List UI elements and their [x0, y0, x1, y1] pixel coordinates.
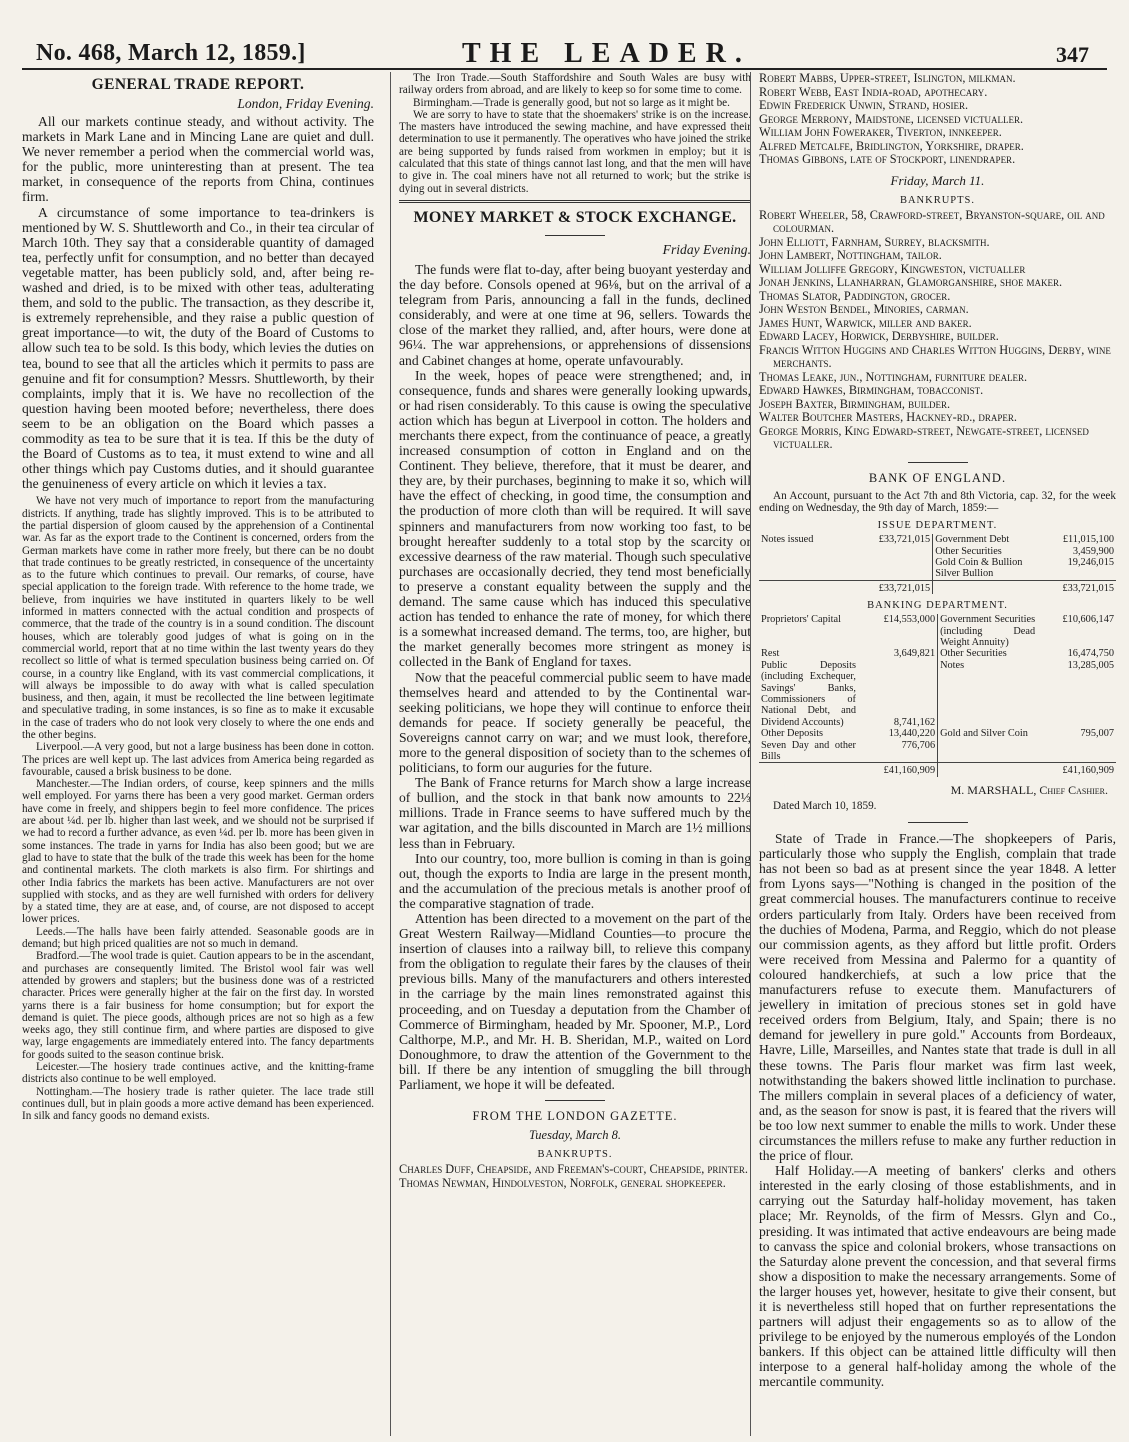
- list-item: Walter Boutcher Masters, Hackney-rd., draper.: [759, 410, 1017, 424]
- cashier-signature: M. MARSHALL, Chief Cashier.: [950, 782, 1108, 797]
- table-cell: Seven Day and other Bills: [761, 739, 856, 762]
- list-item: Jonah Jenkins, Llanharran, Glamorganshire, shoe maker.: [759, 275, 1063, 289]
- banking-department-title: BANKING DEPARTMENT.: [867, 600, 1008, 612]
- table-cell: Silver Bullion: [933, 568, 1047, 580]
- list-item: Robert Mabbs, Upper-street, Islington, milkman.: [759, 72, 1016, 85]
- table-cell: 795,007: [1080, 728, 1114, 740]
- table-row: [759, 534, 1116, 545]
- gazette-friday-date: Friday, March 11.: [890, 172, 985, 188]
- list-item: John Weston Bendel, Minories, carman.: [759, 302, 969, 316]
- article-paragraph: Bradford.—The wool trade is quiet. Caution appears to be in the ascendant, and purchases are consequently limited. The Bristol wool fair was well attended by growers and staplers; but the business done was of a restricted character. Prices were generally higher at the fair on the first day. In worsted yarns there is a fair business for home consumption; but for export the demand is quiet. The piece goods, although prices are not so high as a few weeks ago, they still continue firm, and where parties are disposed to give way, large engagements are immediately entered into. The fancy departments for goods suited to the season continue brisk.: [22, 950, 374, 1061]
- columns: [22, 72, 1116, 1436]
- table-cell: 13,440,220: [888, 728, 936, 740]
- masthead: [22, 0, 1107, 70]
- gazette-title: FROM THE LONDON GAZETTE.: [472, 1109, 678, 1124]
- article-paragraph: Birmingham.—Trade is generally good, but not so large as it might be.: [413, 96, 730, 109]
- list-item: Edwin Frederick Unwin, Strand, hosier.: [759, 98, 969, 112]
- list-item: William John Foweraker, Tiverton, innkeeper.: [759, 125, 1002, 139]
- table-cell: Gold Coin & Bullion: [933, 557, 1047, 568]
- banking-department-table: [759, 614, 1116, 777]
- bank-title: BANK OF ENGLAND.: [868, 470, 1007, 485]
- list-item: Thomas Leake, jun., Nottingham, furniture dealer.: [759, 369, 1028, 384]
- column-2: [390, 72, 751, 1436]
- table-cell: 19,246,015: [1067, 556, 1114, 568]
- list-item: Edward Lacey, Horwick, Derbyshire, builder.: [759, 329, 999, 343]
- article-paragraph: State of Trade in France.—The shopkeepers of Paris, particularly those who supply the English, complain that trade has not been so bad as at present since the year 1848. A letter from Lyons says—"Nothing is changed in the position of the great commercial houses. The manufacturers continue to receive orders particularly from Italy. Orders have been received from the duchies of Modena, Parma, and Reggio, which do not please our commission agents, as they afford but little profit. Orders were received from Messina and Palermo for a quantity of coloured handkerchiefs, at such a low price that the manufacturers refuse to execute them. Manufacturers of jewellery in imitation of precious stones set in gold have received orders from Belgium, Italy, and Spain; there is no demand for jewellery in pure gold." Accounts from Bordeaux, Havre, Lille, Marseilles, and Nantes state that trade is dull in all these towns. The Paris flour market was firm last week, notwithstanding the bakers showed little inclination to purchase. The millers complain in several places of a deficiency of water, and, as the season for snow is past, it is feared that the rivers will be too low next summer to enable the mills to work. Under these circumstances the millers refuse to make any further reduction in the price of flour.: [759, 831, 1116, 1164]
- article-paragraph: Leicester.—The hosiery trade continues active, and the knitting-frame districts also continue to be well employed.: [22, 1061, 374, 1086]
- gazette-bankrupts-label: BANKRUPTS.: [537, 1149, 613, 1161]
- list-item: Thomas Newman, Hindolveston, Norfolk, general shopkeeper.: [399, 1175, 726, 1190]
- table-cell: Public Deposits (including Exchequer, Savings' Banks, Commissioners of National Debt, and Dividend Accounts): [761, 659, 856, 728]
- table-cell: Government Debt: [933, 534, 1047, 545]
- table-row: [759, 648, 1116, 659]
- table-cell: Other Securities: [933, 546, 1047, 557]
- article-paragraph: We are sorry to have to state that the shoemakers' strike is on the increase. The masters have introduced the sewing machine, and have expressed their determination to use it permanently. The operatives who have joined the strike are being supported by funds raised from workmen in employ; but it is calculated that this state of things cannot last long, and that the men will have to give in. The coal miners have not all returned to work; but the strike is dying out in several districts.: [399, 108, 751, 195]
- page-number: 347: [1056, 42, 1089, 67]
- article-paragraph: The Iron Trade.—South Staffordshire and South Wales are busy with railway orders from abroad, and are likely to keep so for some time to come.: [399, 72, 751, 97]
- issue-number: No. 468, March 12, 1859.]: [36, 40, 306, 66]
- article-paragraph: Liverpool.—A very good, but not a large business has been done in cotton. The prices are well kept up. The last advices from America being regarded as favourable, caused a brisk business to be done.: [22, 741, 374, 778]
- table-row: [759, 580, 1116, 594]
- table-row: [759, 614, 1116, 648]
- table-row: [759, 728, 1116, 739]
- gazette-bankrupts-label-2: BANKRUPTS.: [899, 194, 976, 206]
- short-rule: [908, 462, 968, 463]
- table-cell: Notes: [938, 660, 1038, 728]
- article-paragraph: A circumstance of some importance to tea-drinkers is mentioned by W. S. Shuttleworth and Co., in their tea circular of March 10th. They say that a considerable quantity of damaged tea, perfectly unfit for consumption, and no better than decayed vegetable matter, has been publicly sold, and, after being re-washed and dried, is to be mixed with other teas, adulterating them, and sold to the public. The transaction, as they describe it, is extremely reprehensible, and they raise a public question of great importance—to wit, the duty of the Board of Customs to allow such tea to be sold. Is this body, which levies the duties on tea, bound to see that all the articles which it permits to pass are genuine and fit for consumption? Messrs. Shuttleworth, by their complaints, imply that it is. We have no recollection of the question having been mooted before; nevertheless, there does seem to be an obligation on the Board which passes a commodity as tea to be sure that it is tea. If this be the duty of the Board of Customs as to tea, it must extend to wine and all other things which pay Customs duties, and it should guarantee the genuineness of every article on which it levies a tax.: [22, 204, 374, 492]
- article-paragraph: In the week, hopes of peace were strengthened; and, in consequence, funds and shares were generally looking upwards, or had risen considerably. To this cause is owing the speculative action which has begun at Liverpool in cotton. The holders and merchants there expect, from the continuance of peace, a greatly increased consumption of cotton in England and on the Continent. They believe, therefore, that it must be dearer, and they are, by their purchases, beginning to make it so, which will have the effect of checking, in good time, the consumption and the production of more cloth than will be required. It will save spinners and manufacturers from now working too fast, to be brought hereafter suddenly to a total stop by the scarcity or excessive dearness of the raw material. Though such speculative purchases are occasionally decried, they tend most beneficially to preserve a constant equality between the supply and the demand. The same cause which has induced this speculative action has tended to enhance the rate of money, for which there is a somewhat increased demand. The terms, too, are higher, but the market generally becomes more stringent as money is collected in the Bank of England for taxes.: [399, 367, 751, 670]
- bank-dated: Dated March 10, 1859.: [773, 799, 877, 812]
- column-1: [22, 72, 374, 1436]
- table-cell: 3,459,900: [1072, 545, 1114, 557]
- article-paragraph: Now that the peaceful commercial public seem to have made themselves heard and attended to by the Continental war-seeking politicians, we hope they will continue to enforce their demands for peace. If society generally be peaceful, the Sovereigns cannot carry on war; and we must look, therefore, more to the general disposition of society than to the schemes of politicians, to form our auguries for the future.: [399, 669, 751, 776]
- trade-report-continued: [399, 72, 751, 195]
- list-item: James Hunt, Warwick, miller and baker.: [759, 315, 972, 330]
- money-market-body: [399, 262, 751, 1092]
- list-item: George Morris, King Edward-street, Newgate-street, licensed victualler.: [759, 423, 1089, 451]
- table-cell: £33,721,015: [1047, 580, 1116, 594]
- table-cell: £10,606,147: [1062, 614, 1114, 626]
- gazette-tuesday-list: [399, 1163, 751, 1190]
- list-item: Francis Witton Huggins and Charles Witton Huggins, Derby, wine merchants.: [759, 342, 1111, 370]
- trade-report-districts: [22, 495, 374, 1122]
- paper-title: THE LEADER.: [462, 38, 751, 69]
- list-item: John Lambert, Nottingham, tailor.: [759, 248, 942, 262]
- trade-report-title: GENERAL TRADE REPORT.: [91, 76, 305, 93]
- money-market-dateline: Friday Evening.: [662, 241, 751, 257]
- trade-report-dateline: London, Friday Evening.: [237, 96, 374, 111]
- trade-report-body: [22, 114, 374, 491]
- list-item: John Elliott, Farnham, Surrey, blacksmith.: [759, 234, 990, 249]
- table-cell: Proprietors' Capital: [761, 614, 841, 626]
- table-cell: 3,649,821: [893, 648, 936, 660]
- list-item: Joseph Baxter, Birmingham, builder.: [759, 396, 951, 411]
- table-cell: Other Deposits: [761, 728, 824, 740]
- list-item: William Jolliffe Gregory, Kingweston, victualler: [759, 261, 1026, 276]
- table-row: [759, 557, 1116, 568]
- table-cell: 16,474,750: [1067, 648, 1114, 660]
- article-paragraph: Nottingham.—The hosiery trade is rather quieter. The lace trade still continues dull, but in plain goods a more active demand has been experienced. In silk and fancy goods no demand exists.: [22, 1085, 374, 1123]
- article-paragraph: Into our country, too, more bullion is coming in than is going out, though the exports to India are large in the present month, and the accumulation of the precious metals is another proof of the comparative stagnation of trade.: [399, 850, 751, 911]
- table-cell: 776,706: [901, 739, 936, 751]
- table-cell: Government Securities (including Dead Weight Annuity): [938, 614, 1038, 648]
- article-paragraph: All our markets continue steady, and without activity. The markets in Mark Lane and in Mincing Lane are quiet and dull. We never remember a period when the commercial world was, for the public, more uninteresting than at present. The tea market, in consequence of the reports from China, continues firm.: [22, 114, 374, 205]
- column-3: [750, 72, 1116, 1436]
- gazette-friday-list: [759, 209, 1116, 452]
- table-cell: Other Securities: [938, 648, 1038, 659]
- article-paragraph: The funds were flat to-day, after being buoyant yesterday and the day before. Consols opened at 96⅛, but on the arrival of a telegram from Paris, announcing a fall in the funds, declined considerably, and were at one time at 96, sellers. Towards the close of the market they rallied, and, after hours, were done at 96¼. The war apprehensions, or apprehensions of dissensions and Cabinet changes at home, operate unfavourably.: [399, 261, 751, 368]
- table-cell: £41,160,909: [858, 763, 938, 777]
- table-cell: [1047, 568, 1116, 580]
- table-row: [759, 763, 1116, 777]
- list-item: Alfred Metcalfe, Bridlington, Yorkshire, draper.: [759, 138, 1024, 153]
- article-paragraph: Manchester.—The Indian orders, of course, keep spinners and the mills well employed. For yarns there has been a very good market. German orders have come in freely, and shippers begin to feel more confidence. The prices are about ¼d. per lb. higher than last week, and we should not be surprised if we had to record a further advance, as even ¼d. per lb. more has been given in some instances. The trade in yarns for India has also been good; but we are glad to have to state that the bulk of the trade this week has been for the home and continental markets. The cloth markets is also firm. For shirtings and other India fabrics the markets has been active. Manufacturers are not over supplied with stocks, and as they are well furnished with orders for delivery by a stated time, they are at ease, and, of course, are not disposed to accept lower prices.: [22, 778, 374, 926]
- table-cell: £33,721,015: [878, 534, 931, 546]
- table-cell: 8,741,162: [893, 716, 936, 728]
- short-rule: [545, 1100, 605, 1101]
- list-item: George Merrony, Maidstone, licensed victualler.: [759, 111, 1024, 126]
- article-paragraph: We have not very much of importance to report from the manufacturing districts. If anything, trade has slightly improved. This is to be attributed to the partial dispersion of gloom caused by the apprehension of a Continental war. As far as the export trade to the Continent is concerned, orders from the German markets have come in rather more freely, but there can be no doubt that trade continues to be greatly restricted, in consequence of the uncertainty as to the future which continues to prevail. Our remarks, of course, have special application to the foreign trade. With reference to the home trade, we believe, from inquiries we have instituted in quarters likely to be well informed in matters connected with the actual condition and prospects of commerce, that the trade of the country is in a sound condition. The discount houses, which are tolerably good judges of what is going on in the commercial world, report that at no time within the last twenty years do they recollect so little of what is termed speculation business being carried on. Of course, in a country like England, with its vast commercial complications, it will always be impossible to do away with what is called speculation business, and then, again, it must be recollected the line between legitimate and speculative trading, in some instances, is so fine as to make it excusable in the case of traders who do not look very closely to where the one ends and the other begins.: [22, 495, 374, 741]
- list-item: Thomas Slator, Paddington, grocer.: [759, 288, 951, 303]
- table-cell: £41,160,909: [1037, 763, 1116, 777]
- table-row: [759, 546, 1116, 557]
- list-item: Thomas Gibbons, late of Stockport, linendraper.: [759, 152, 1016, 166]
- table-row: [759, 568, 1116, 580]
- issue-department-table: [759, 534, 1116, 594]
- table-row: [759, 660, 1116, 728]
- table-cell: Gold and Silver Coin: [938, 728, 1038, 739]
- article-paragraph: Attention has been directed to a movement on the part of the Great Western Railway—Midland Counties—to procure the insertion of clauses into a railway bill, to relieve this company from the obligation to regulate their fares by the clauses of their previous bills. Many of the manufacturers and others interested in the carriage by the main lines remonstrated against this proceeding, and on Tuesday a deputation from the Chamber of Commerce of Birmingham, headed by Mr. Spooner, M.P., Lord Calthorpe, M.P., and Mr. H. B. Sheridan, M.P., waited on Lord Donoughmore, to draw the attention of the Government to the bill. If there be any intention of smuggling the bill through Parliament, we hope it will be defeated.: [399, 911, 751, 1093]
- article-paragraph: Half Holiday.—A meeting of bankers' clerks and others interested in the early closing of those establishments, and in carrying out the Saturday half-holiday movement, has taken place; Mr. Reynolds, of the firm of Messrs. Glyn and Co., presiding. It was intimated that active endeavours are being made to canvass the spice and colonial brokers, whose transactions on the Saturday alone prevent the concession, and that several firms show a disposition to make the necessary arrangements. Some of the larger houses yet, however, hesitate to give their consent, but it is nevertheless still hoped that on further representations the partners will adjust their engagements so as to allow of the privilege to be enjoyed by the numerous employés of the London bankers. If this object can be attained little difficulty will then interpose to a general half-holiday among the whole of the mercantile community.: [759, 1163, 1116, 1390]
- section-divider: [399, 200, 751, 203]
- bank-intro: An Account, pursuant to the Act 7th and 8th Victoria, cap. 32, for the week ending on Wednesday, the 9th day of March, 1859:—: [759, 489, 1116, 514]
- table-cell: Notes issued: [761, 534, 814, 546]
- article-paragraph: The Bank of France returns for March show a large increase of bullion, and the stock in that bank now amounts to 22⅓ millions. Trade in France seems to have suffered much by the war agitation, and the bills discounted in March are 1½ millions less than in February.: [399, 775, 751, 851]
- list-item: Charles Duff, Cheapside, and Freeman's-court, Cheapside, printer.: [399, 1162, 748, 1177]
- issue-department-title: ISSUE DEPARTMENT.: [877, 520, 998, 532]
- table-cell: 13,285,005: [1067, 659, 1114, 671]
- table-row: [759, 740, 1116, 763]
- list-item: Robert Wheeler, 58, Crawford-street, Bryanston-square, oil and colourman.: [759, 207, 1105, 235]
- list-item: Edward Hawkes, Birmingham, tobacconist.: [759, 383, 984, 397]
- gazette-tuesday-date: Tuesday, March 8.: [529, 1128, 621, 1143]
- money-market-title: MONEY MARKET & STOCK EXCHANGE.: [413, 208, 737, 226]
- table-cell: £11,015,100: [1062, 534, 1114, 546]
- short-rule: [545, 235, 605, 236]
- table-cell: Rest: [761, 648, 780, 660]
- short-rule: [908, 822, 968, 823]
- gazette-tuesday-list-continued: [759, 72, 1116, 167]
- france-trade-body: [759, 831, 1116, 1389]
- table-cell: £14,553,000: [883, 614, 936, 626]
- list-item: Robert Webb, East India-road, apothecary.: [759, 84, 988, 99]
- article-paragraph: Leeds.—The halls have been fairly attended. Seasonable goods are in demand; but high priced qualities are not so much in demand.: [22, 925, 374, 951]
- table-cell: £33,721,015: [863, 580, 933, 594]
